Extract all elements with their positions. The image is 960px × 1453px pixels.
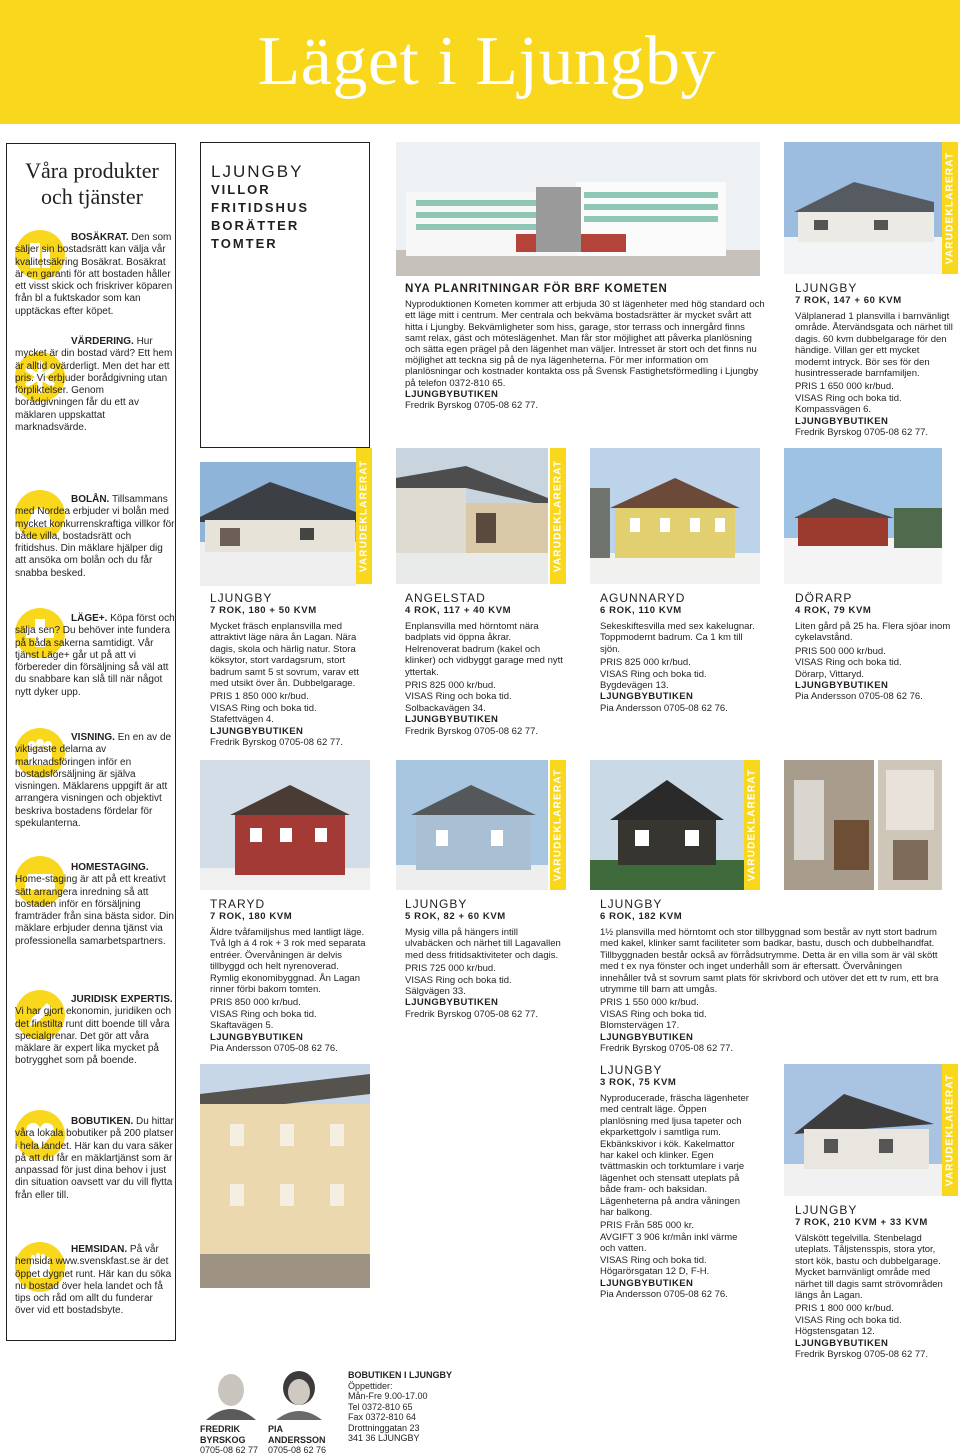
- intro-box: [200, 142, 370, 448]
- listing-l2: LJUNGBY 7 ROK, 180 + 50 KVM Mycket fräsch enplansvilla med attraktivt läge nära ån Lagan. Nära dagis, skola och härlig natur. Stora köksytor, stort vardagsrum, stort badrum samt 5 st sovrum, varav ett med utsikt över ån. Dubbelgarage. PRIS 1 850 000 kr/bud. VISAS Ring och boka tid. Stafettvägen 4. LJUNGBYBUTIKEN Fredrik Byrskog 0705-08 62 77.: [210, 591, 359, 749]
- listing-photo: [784, 448, 942, 584]
- shop-info: BOBUTIKEN I LJUNGBY Öppettider: Mån-Fre 9.00-17.00 Tel 0372-810 65 Fax 0372-810 64 Drottninggatan 23 341 36 LJUNGBY: [348, 1370, 453, 1443]
- varudeklarerat-tag: VARUDEKLARERAT: [550, 448, 566, 584]
- listing-photo: [590, 760, 744, 890]
- sidebar-heading-line1: Våra produkter: [25, 158, 159, 183]
- kometen-image: [396, 142, 760, 276]
- intro-category: VILLOR: [211, 182, 271, 197]
- intro-city: LJUNGBY: [211, 162, 304, 181]
- listing-photo: [200, 1064, 370, 1288]
- service-bobutiken: BOBUTIKEN. Du hittar våra lokala bobutiker på 200 platser i hela landet. Här kan du vara säker på att du får en mäklartjänst som är anpassad för just dina behov i just din situation oavsett var du vill flytta från eller till.: [15, 1116, 174, 1201]
- listing-photo: [784, 1064, 942, 1196]
- listing-l3: ANGELSTAD 4 ROK, 117 + 40 KVM Enplansvilla med hörntomt nära badplats vid öppna åkrar. Helrenoverat badrum (kakel och klinker) och vidbyggt garage med nytt yttertak. PRIS 825 000 kr/bud. VISAS Ring och boka tid. Solbackavägen 34. LJUNGBYBUTIKEN Fredrik Byrskog 0705-08 62 77.: [405, 591, 563, 737]
- service-bosakrat: BOSÄKRAT. Den som säljer sin bostadsrätt kan välja vår kvalitetsäkring Bosäkrat. Bosäkrat är en garanti för att bostaden håller ett visst skick och friskriver köparen från bl a fuktskador som kan upptäckas efter köpet.: [15, 232, 173, 317]
- listing-l10: LJUNGBY 7 ROK, 210 KVM + 33 KVM Välskött tegelvilla. Stenbelagd uteplats. Tåljstensspis, stora ytor, stort kök, bastu och dubbelgarage. Mycket barnvänligt område med närhet till dagis samt strövområden längs ån Lagan. PRIS 1 800 000 kr/bud. VISAS Ring och boka tid. Högstensgatan 12. LJUNGBYBUTIKEN Fredrik Byrskog 0705-08 62 77.: [795, 1203, 943, 1361]
- varudeklarerat-tag: VARUDEKLARERAT: [942, 142, 958, 274]
- contact-pia: PIA ANDERSSON 0705-08 62 76: [268, 1424, 327, 1453]
- varudeklarerat-tag: VARUDEKLARERAT: [356, 448, 372, 584]
- listing-photo: [878, 760, 942, 890]
- intro-category: TOMTER: [211, 236, 278, 251]
- service-hemsidan: HEMSIDAN. På vår hemsida www.svenskfast.se är det öppet dygnet runt. Här kan du söka nu bostad över hela landet och få tips och råd om allt du funderar över vid ett bostadsbyte.: [15, 1244, 172, 1317]
- varudeklarerat-tag: VARUDEKLARERAT: [744, 760, 760, 890]
- listing-l5: DÖRARP 4 ROK, 79 KVM Liten gård på 25 ha. Flera sjöar inom cykelavstånd. PRIS 500 000 kr/bud. VISAS Ring och boka tid. Dörarp, Vittaryd. LJUNGBYBUTIKEN Pia Andersson 0705-08 62 76.: [795, 591, 951, 703]
- service-homestaging: HOMESTAGING. Home-staging är att på ett kreativt sätt arrangera inredning så att bostaden inför en försäljning framträder från sina bästa sidor. Din mäklare erbjuder denna tjänst via professionella samarbetspartners.: [15, 862, 174, 947]
- listing-l9: LJUNGBY 3 ROK, 75 KVM Nyproducerade, fräscha lägenheter med centralt läge. Öppen planlösning med ljusa tapeter och ekparkettgolv i samtliga rum. Ekbänkskivor i kök. Kakelmattor har kakel och klinker. Egen tvättmaskin och torktumlare i varje lägenhet och stensatt uteplats på både fram- och baksidan. Lägenheterna på andra våningen har balkong. PRIS Från 585 000 kr. AVGIFT 3 906 kr/mån inkl värme och vatten. VISAS Ring och boka tid. Högarörsgatan 12 D, F-H. LJUNGBYBUTIKEN Pia Andersson 0705-08 62 76.: [600, 1063, 749, 1300]
- listing-photo: [200, 462, 356, 586]
- avatar: [200, 1368, 262, 1420]
- service-lage-plus: LÄGE+. Köpa först och sälja sen? Du behöver inte fundera på båda sakerna samtidigt. Vår tjänst Läge+ går ut på att vi förbereder din försäljning så väl att du snabbare kan slå till när något nytt dyker upp.: [15, 613, 175, 698]
- kometen-section: [405, 284, 767, 411]
- varudeklarerat-tag: VARUDEKLARERAT: [550, 760, 566, 890]
- listing-l8: LJUNGBY 6 ROK, 182 KVM 1½ plansvilla med hörntomt och stor tillbyggnad som består av nytt stort badrum med kakel, klinker samt faciliteter som badkar, bastu, dusch och dubbelhandfat. Tillbyggnaden består också av förrådsutrymme. Detta är en villa som är väl skött med t ex nya fönster och inget underhåll som är eftersatt. Övervåningen innehåller två st sovrum samt plats för skrivbord och utöver det ett tv rum, ett bra utrymme till barn att umgås. PRIS 1 550 000 kr/bud. VISAS Ring och boka tid. Blomstervägen 17. LJUNGBYBUTIKEN Fredrik Byrskog 0705-08 62 77.: [600, 897, 939, 1055]
- sidebar-heading-line2: och tjänster: [40, 184, 144, 209]
- listing-l1: LJUNGBY 7 ROK, 147 + 60 KVM Välplanerad 1 plansvilla i barnvänligt område. Återvändsgata och närhet till dagis. 60 kvm dubbelgarage för den händige. Villan ger ett mycket modernt intryck. Bör ses för den husintresserade barnfamiljen. PRIS 1 650 000 kr/bud. VISAS Ring och boka tid. Kompassvägen 6. LJUNGBYBUTIKEN Fredrik Byrskog 0705-08 62 77.: [795, 281, 953, 439]
- service-juridisk: JURIDISK EXPERTIS. Vi har gjort ekonomin, juridiken och det finstilta runt ditt boende till våra specialgrenar. Det gör att våra mäklare är expert lika mycket på botrygghet som på boende.: [15, 994, 173, 1067]
- service-bolan: BOLÅN. Tillsammans med Nordea erbjuder vi bolån med mycket konkurrenskraftiga villkor för både villa, bostadsrätt och fritidshus. Din mäklare hjälper dig att ansöka om bolån och du får snabba besked.: [15, 494, 175, 579]
- listing-l6: TRARYD 7 ROK, 180 KVM Äldre tvåfamiljshus med lantligt läge. Två lgh á 4 rok + 3 rok med separata entréer. Övervåningen är delvis tillbyggd och helt nyrenoverad. Rymlig ekonomibyggnad. Ån Lagan rinner förbi bakom tomten. PRIS 850 000 kr/bud. VISAS Ring och boka tid. Skaftavägen 5. LJUNGBYBUTIKEN Pia Andersson 0705-08 62 76.: [210, 897, 366, 1055]
- listing-photo: [396, 760, 548, 890]
- kometen-agent: Fredrik Byrskog 0705-08 62 77.: [405, 400, 539, 412]
- listing-l4: AGUNNARYD 6 ROK, 110 KVM Sekeskiftesvilla med sex kakelugnar. Toppmodernt badrum. Ca 1 km till sjön. PRIS 825 000 kr/bud. VISAS Ring och boka tid. Bygdevägen 13. LJUNGBYBUTIKEN Pia Andersson 0705-08 62 76.: [600, 591, 755, 714]
- intro-category: FRITIDSHUS: [211, 200, 309, 215]
- listing-photo: [784, 142, 942, 274]
- kometen-text: Nyproduktionen Kometen kommer att erbjuda 30 st lägenheter med hög standard och ett läge mitt i centrum. Mer centrala och bekväma bostadsrätter är mycket svårt att hitta i Ljungby. Bekvämligheter som hiss, garage, stor terrass och innergård finns samt relax, gäst och möteslägenhet. Man får stor möjlighet att påverka planlösning och sätta egen prägel på den lägenhet man väljer. Intresset är stort och det finns nu möjlighet att teckna sig på de nya lägenheterna. För mer information om planlösningar och kostnader kontakta oss på Svensk Fastighetsförmedling i Ljungby på telefon 0372-810 65.: [405, 299, 765, 389]
- services-sidebar: [6, 143, 176, 1341]
- varudeklarerat-tag: VARUDEKLARERAT: [942, 1064, 958, 1196]
- intro-category: BORÄTTER: [211, 218, 300, 233]
- listing-photo: [200, 760, 370, 890]
- kometen-title: NYA PLANRITNINGAR FÖR BRF KOMETEN: [405, 283, 668, 295]
- kometen-shop: LJUNGBYBUTIKEN: [405, 388, 499, 400]
- contact-fredrik: FREDRIK BYRSKOG 0705-08 62 77: [200, 1424, 259, 1453]
- listing-photo: [590, 448, 760, 584]
- listing-l7: LJUNGBY 5 ROK, 82 + 60 KVM Mysig villa på hängers intill ulvabäcken och närhet till Lagavallen med dess fritidsaktiviteter och dagis. PRIS 725 000 kr/bud. VISAS Ring och boka tid. Sälgvägen 33. LJUNGBYBUTIKEN Fredrik Byrskog 0705-08 62 77.: [405, 897, 561, 1020]
- listing-photo: [396, 448, 548, 584]
- service-vardering: VÄRDERING. Hur mycket är din bostad värd? Ett hem är alltid ovärderligt. Men det har ett pris. Vi erbjuder borådgivning utan förpliktelser. Genom borådgivningen får du ett av mäklaren uppskattat marknadsvärde.: [15, 336, 173, 434]
- avatar: [268, 1368, 330, 1420]
- listing-photo: [784, 760, 874, 890]
- page-title: Läget i Ljungby: [257, 23, 716, 100]
- page-banner: [0, 0, 960, 124]
- service-visning: VISNING. En en av de viktigaste delarna av marknadsföringen inför en bostadsförsäljning är själva visningen. Mäklarens uppgift är att arrangera visningen och objektivt beskriva bostadens fördelar för spekulanterna.: [15, 732, 172, 830]
- sidebar-heading: [7, 158, 177, 210]
